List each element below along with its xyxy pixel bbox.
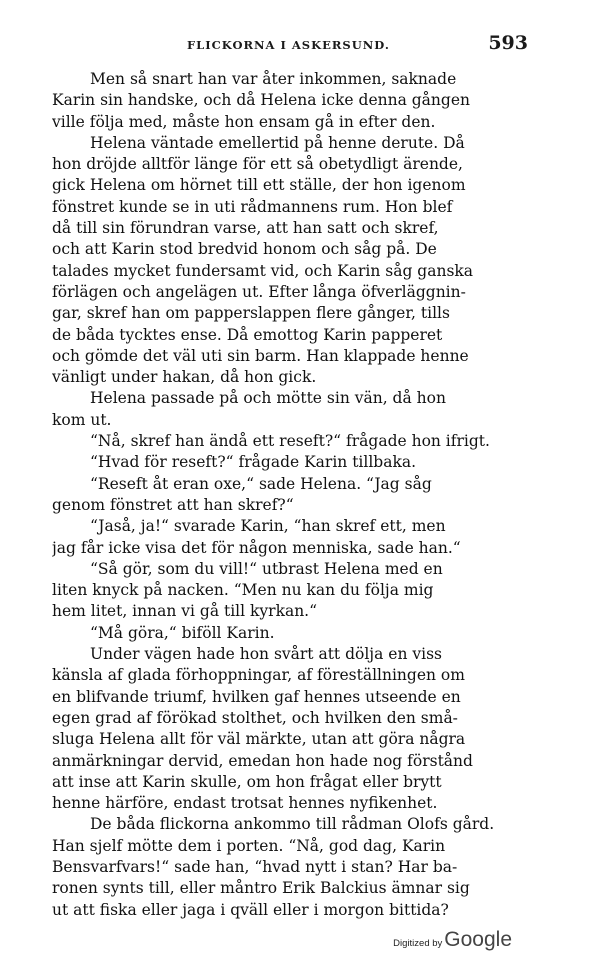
text-line: att inse att Karin skulle, om hon frågat eller brytt [52,772,442,791]
text-line: hem litet, innan vi gå till kyrkan.“ [52,602,318,621]
text-line: då till sin förundran varse, att han satt och skref, [52,219,439,238]
digitized-watermark [393,928,512,958]
text-line: Helena passade på och mötte sin vän, då hon [90,389,446,408]
text-line: talades mycket fundersamt vid, och Karin såg ganska [52,261,474,280]
google-logo: Google [444,928,512,951]
body-text [52,69,526,921]
text-line: ronen synts till, eller måntro Erik Balckius ämnar sig [52,879,470,898]
text-line: vänligt under hakan, då hon gick. [52,368,317,387]
page-header [52,32,528,56]
text-line: “Så gör, som du vill!“ utbrast Helena med en [90,559,443,578]
text-line: genom fönstret att han skref?“ [52,495,294,514]
text-line: kom ut. [52,410,112,429]
text-line: känsla af glada förhoppningar, af föreställningen om [52,666,465,685]
text-line: “Nå, skref han ändå ett reseft?“ frågade hon ifrigt. [90,432,490,451]
text-line: Helena väntade emellertid på henne derute. Då [90,133,465,152]
text-line: de båda tycktes ense. Då emottog Karin papperet [52,325,443,344]
text-line: ut att fiska eller jaga i qväll eller i morgon bittida? [52,900,449,919]
page-number: 593 [488,32,528,54]
text-line: Karin sin handske, och då Helena icke denna gången [52,91,470,110]
text-line: Han sjelf mötte dem i porten. “Nå, god dag, Karin [52,836,446,855]
text-line: Bensvarfvars!“ sade han, “hvad nytt i stan? Har ba- [52,857,458,876]
text-line: henne härföre, endast trotsat hennes nyfikenhet. [52,794,438,813]
text-line: liten knyck på nacken. “Men nu kan du följa mig [52,581,434,600]
text-line: en blifvande triumf, hvilken gaf hennes utseende en [52,687,461,706]
text-line: och gömde det väl uti sin barm. Han klappade henne [52,346,469,365]
text-line: egen grad af förökad stolthet, och hvilken den små- [52,708,458,727]
text-line: gick Helena om hörnet till ett ställe, der hon igenom [52,176,466,195]
text-line: ville följa med, måste hon ensam gå in efter den. [52,112,436,131]
text-line: “Reseft åt eran oxe,“ sade Helena. “Jag såg [90,474,432,493]
text-line: “Jaså, ja!“ svarade Karin, “han skref ett, men [90,517,446,536]
text-line: De båda flickorna ankommo till rådman Olofs gård. [90,815,495,834]
text-line: och att Karin stod bredvid honom och såg på. De [52,240,437,259]
text-line: gar, skref han om papperslappen flere gånger, tills [52,304,450,323]
text-line: hon dröjde alltför länge för ett så obetydligt ärende, [52,155,463,174]
running-title: FLICKORNA I ASKERSUND. [187,38,390,52]
text-line: “Hvad för reseft?“ frågade Karin tillbaka. [90,453,417,472]
digitized-label: Digitized by [393,938,443,949]
text-line: anmärkningar dervid, emedan hon hade nog förstånd [52,751,473,770]
text-line: “Må göra,“ biföll Karin. [90,623,275,642]
text-line: Men så snart han var åter inkommen, saknade [90,70,457,88]
text-line: jag får icke visa det för någon menniska, sade han.“ [52,538,461,557]
text-line: sluga Helena allt för väl märkte, utan att göra några [52,730,466,749]
text-line: Under vägen hade hon svårt att dölja en viss [90,645,442,664]
text-line: förlägen och angelägen ut. Efter långa öfverläggnin- [52,282,466,301]
text-line: fönstret kunde se in uti rådmannens rum. Hon blef [52,197,453,216]
